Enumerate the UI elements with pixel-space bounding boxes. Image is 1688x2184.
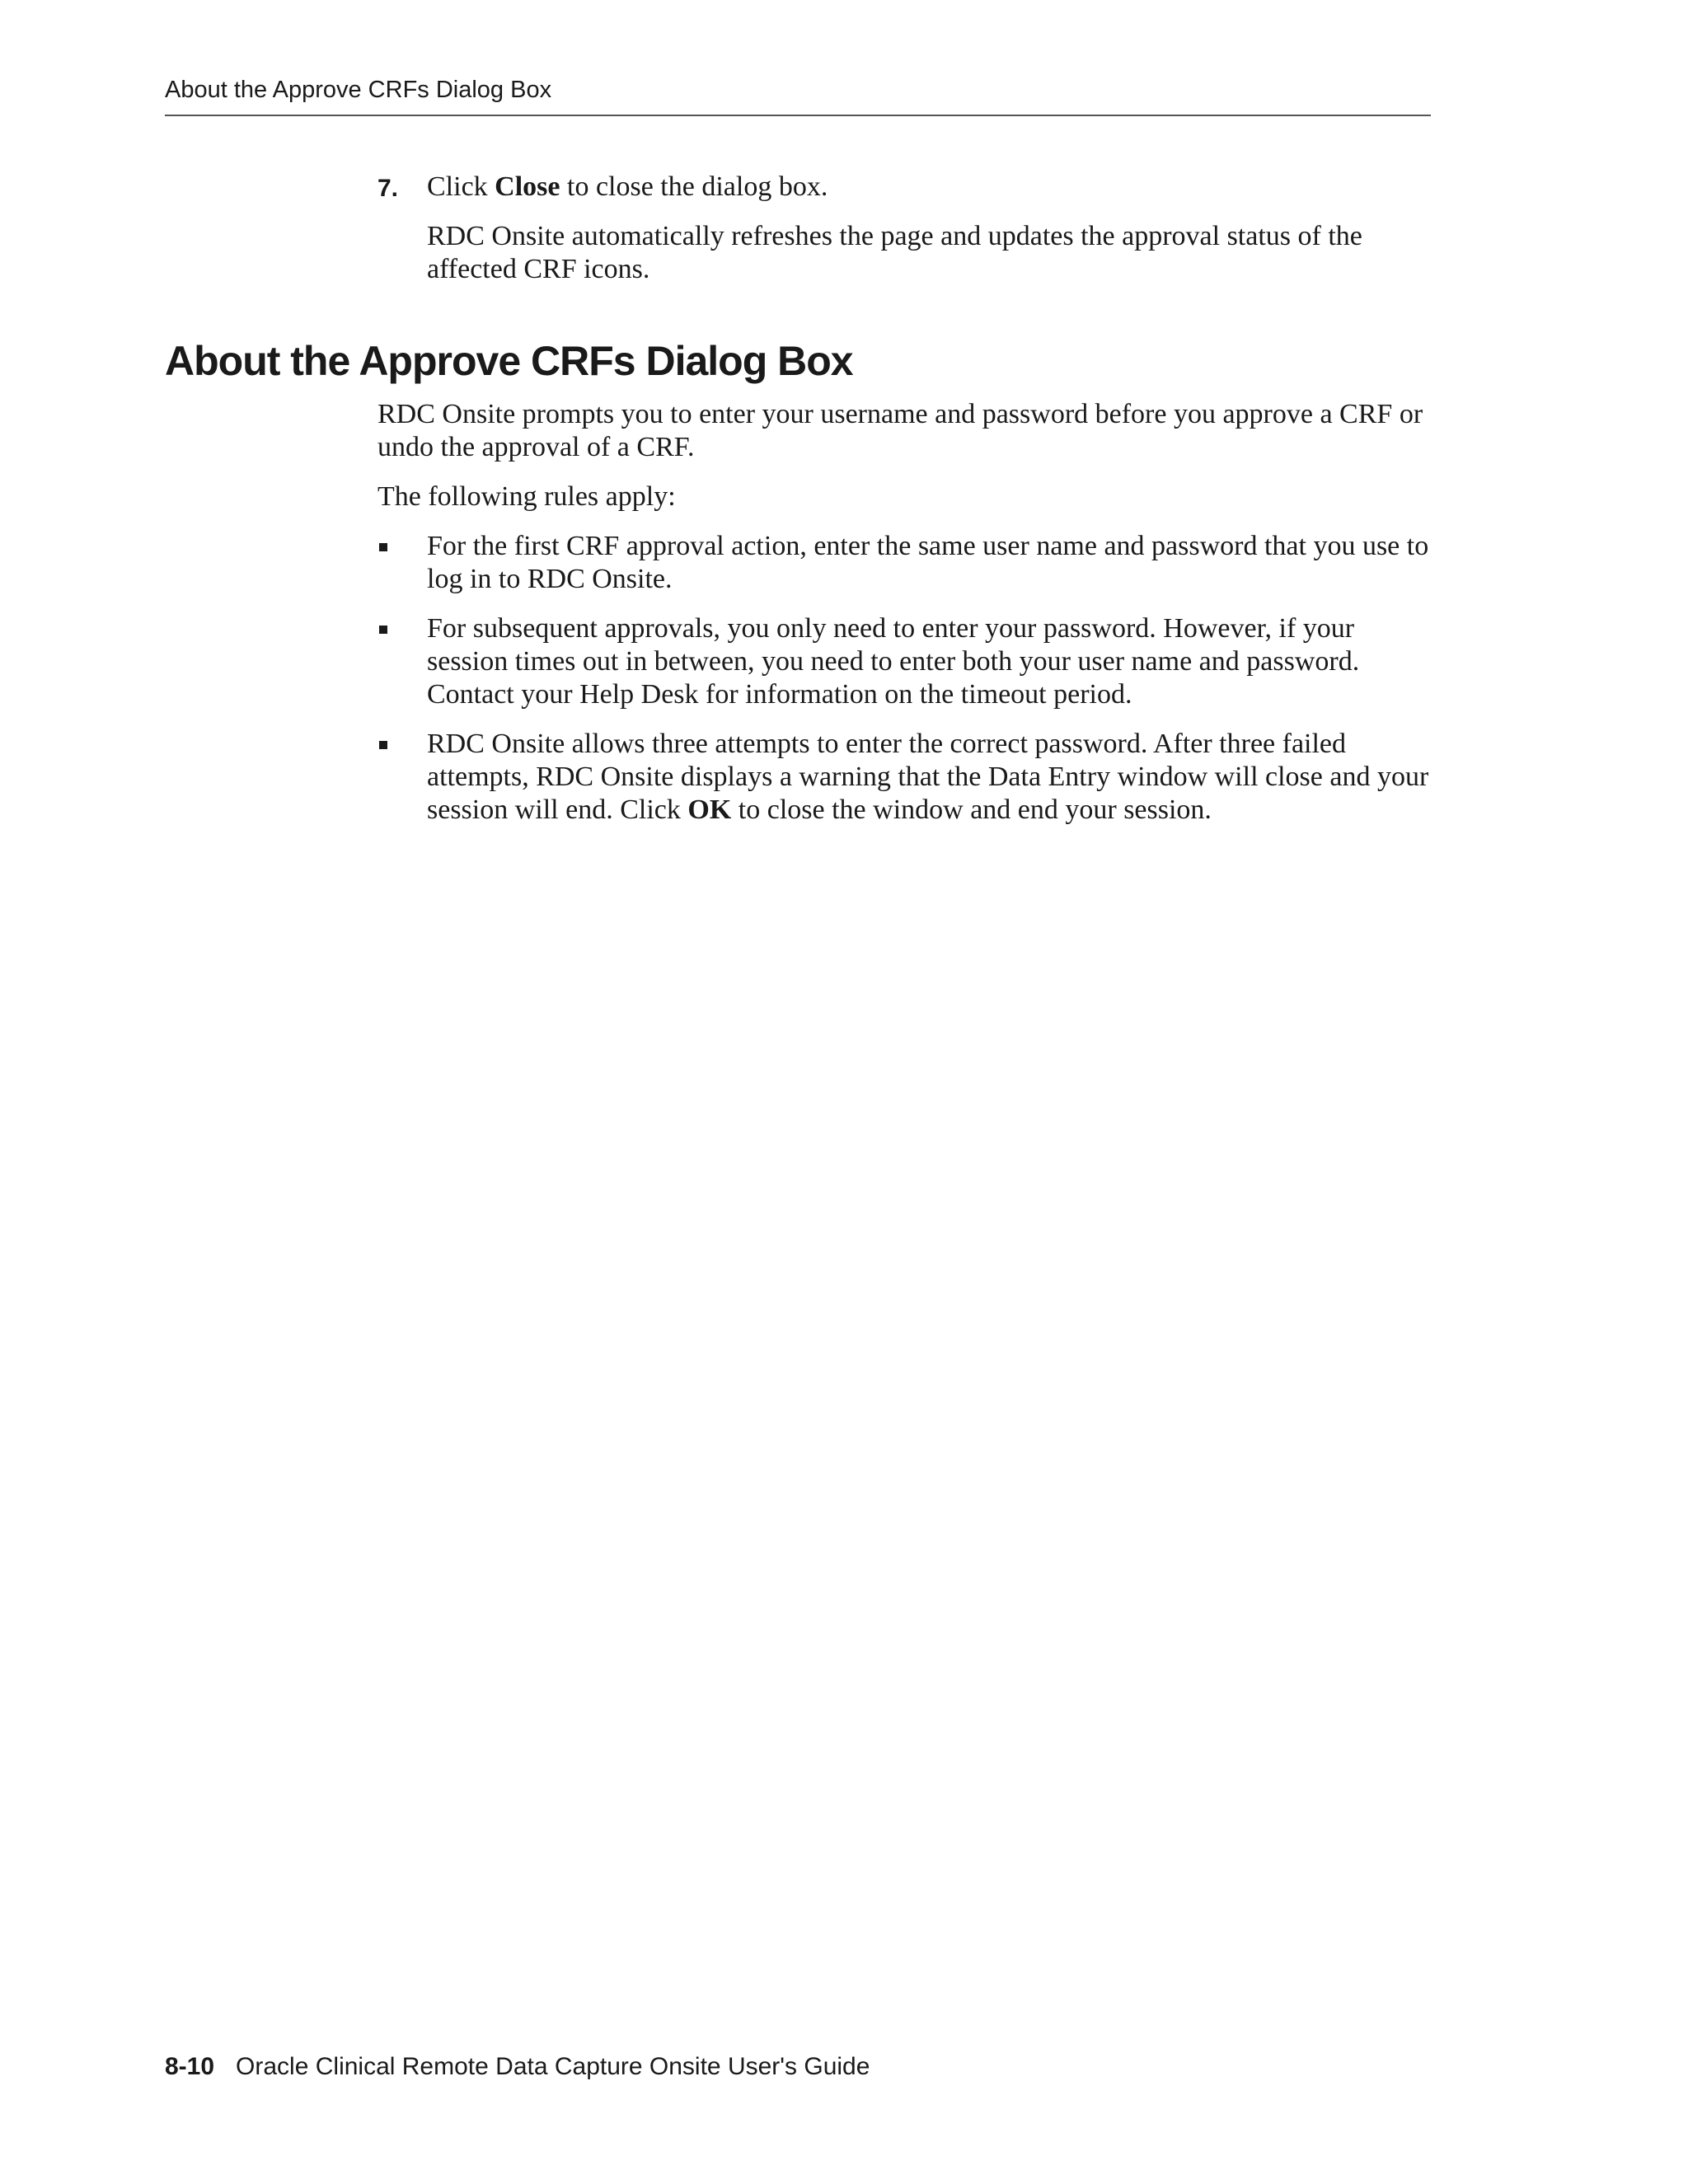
- section-title: About the Approve CRFs Dialog Box: [165, 338, 853, 384]
- list-item-text-end: to close the window and end your session.: [731, 794, 1212, 825]
- page-footer: [165, 2050, 870, 2083]
- step-body: [427, 171, 1441, 302]
- step-number: 7.: [377, 175, 399, 202]
- step-action-text-end: to close the dialog box.: [560, 171, 828, 202]
- rules-lead: The following rules apply:: [377, 481, 676, 512]
- close-button-label: Close: [495, 171, 560, 202]
- section-body: [377, 398, 1432, 843]
- square-bullet-icon: [379, 741, 387, 749]
- book-title: Oracle Clinical Remote Data Capture Onsite User's Guide: [236, 2053, 870, 2080]
- square-bullet-icon: [379, 543, 387, 551]
- list-item-text: RDC Onsite allows three attempts to enter the correct password. After three failed attempts, RDC Onsite displays a warning that the Data Entry window will close and your session will end. Click: [427, 729, 1429, 825]
- step-action: [427, 171, 1441, 204]
- ok-button-label: OK: [687, 794, 732, 825]
- square-bullet-icon: [379, 626, 387, 634]
- page-number: 8-10: [165, 2053, 215, 2080]
- running-header: About the Approve CRFs Dialog Box: [165, 77, 552, 103]
- list-item: [377, 728, 1432, 827]
- list-item-text: For the first CRF approval action, enter the same user name and password that you use to log in to RDC Onsite.: [427, 531, 1429, 594]
- list-item: [377, 612, 1432, 711]
- list-item: [377, 530, 1432, 596]
- header-rule: [165, 115, 1431, 116]
- list-item-text: For subsequent approvals, you only need to enter your password. However, if your session times out in between, you need to enter both your user name and password. Contact your Help Desk for information on the timeout period.: [427, 613, 1360, 710]
- step-action-text: Click: [427, 171, 495, 202]
- section-intro: RDC Onsite prompts you to enter your username and password before you approve a CRF or undo the approval of a CRF.: [377, 399, 1423, 462]
- step-result: RDC Onsite automatically refreshes the page and updates the approval status of the affected CRF icons.: [427, 221, 1362, 284]
- rules-list: [377, 530, 1432, 827]
